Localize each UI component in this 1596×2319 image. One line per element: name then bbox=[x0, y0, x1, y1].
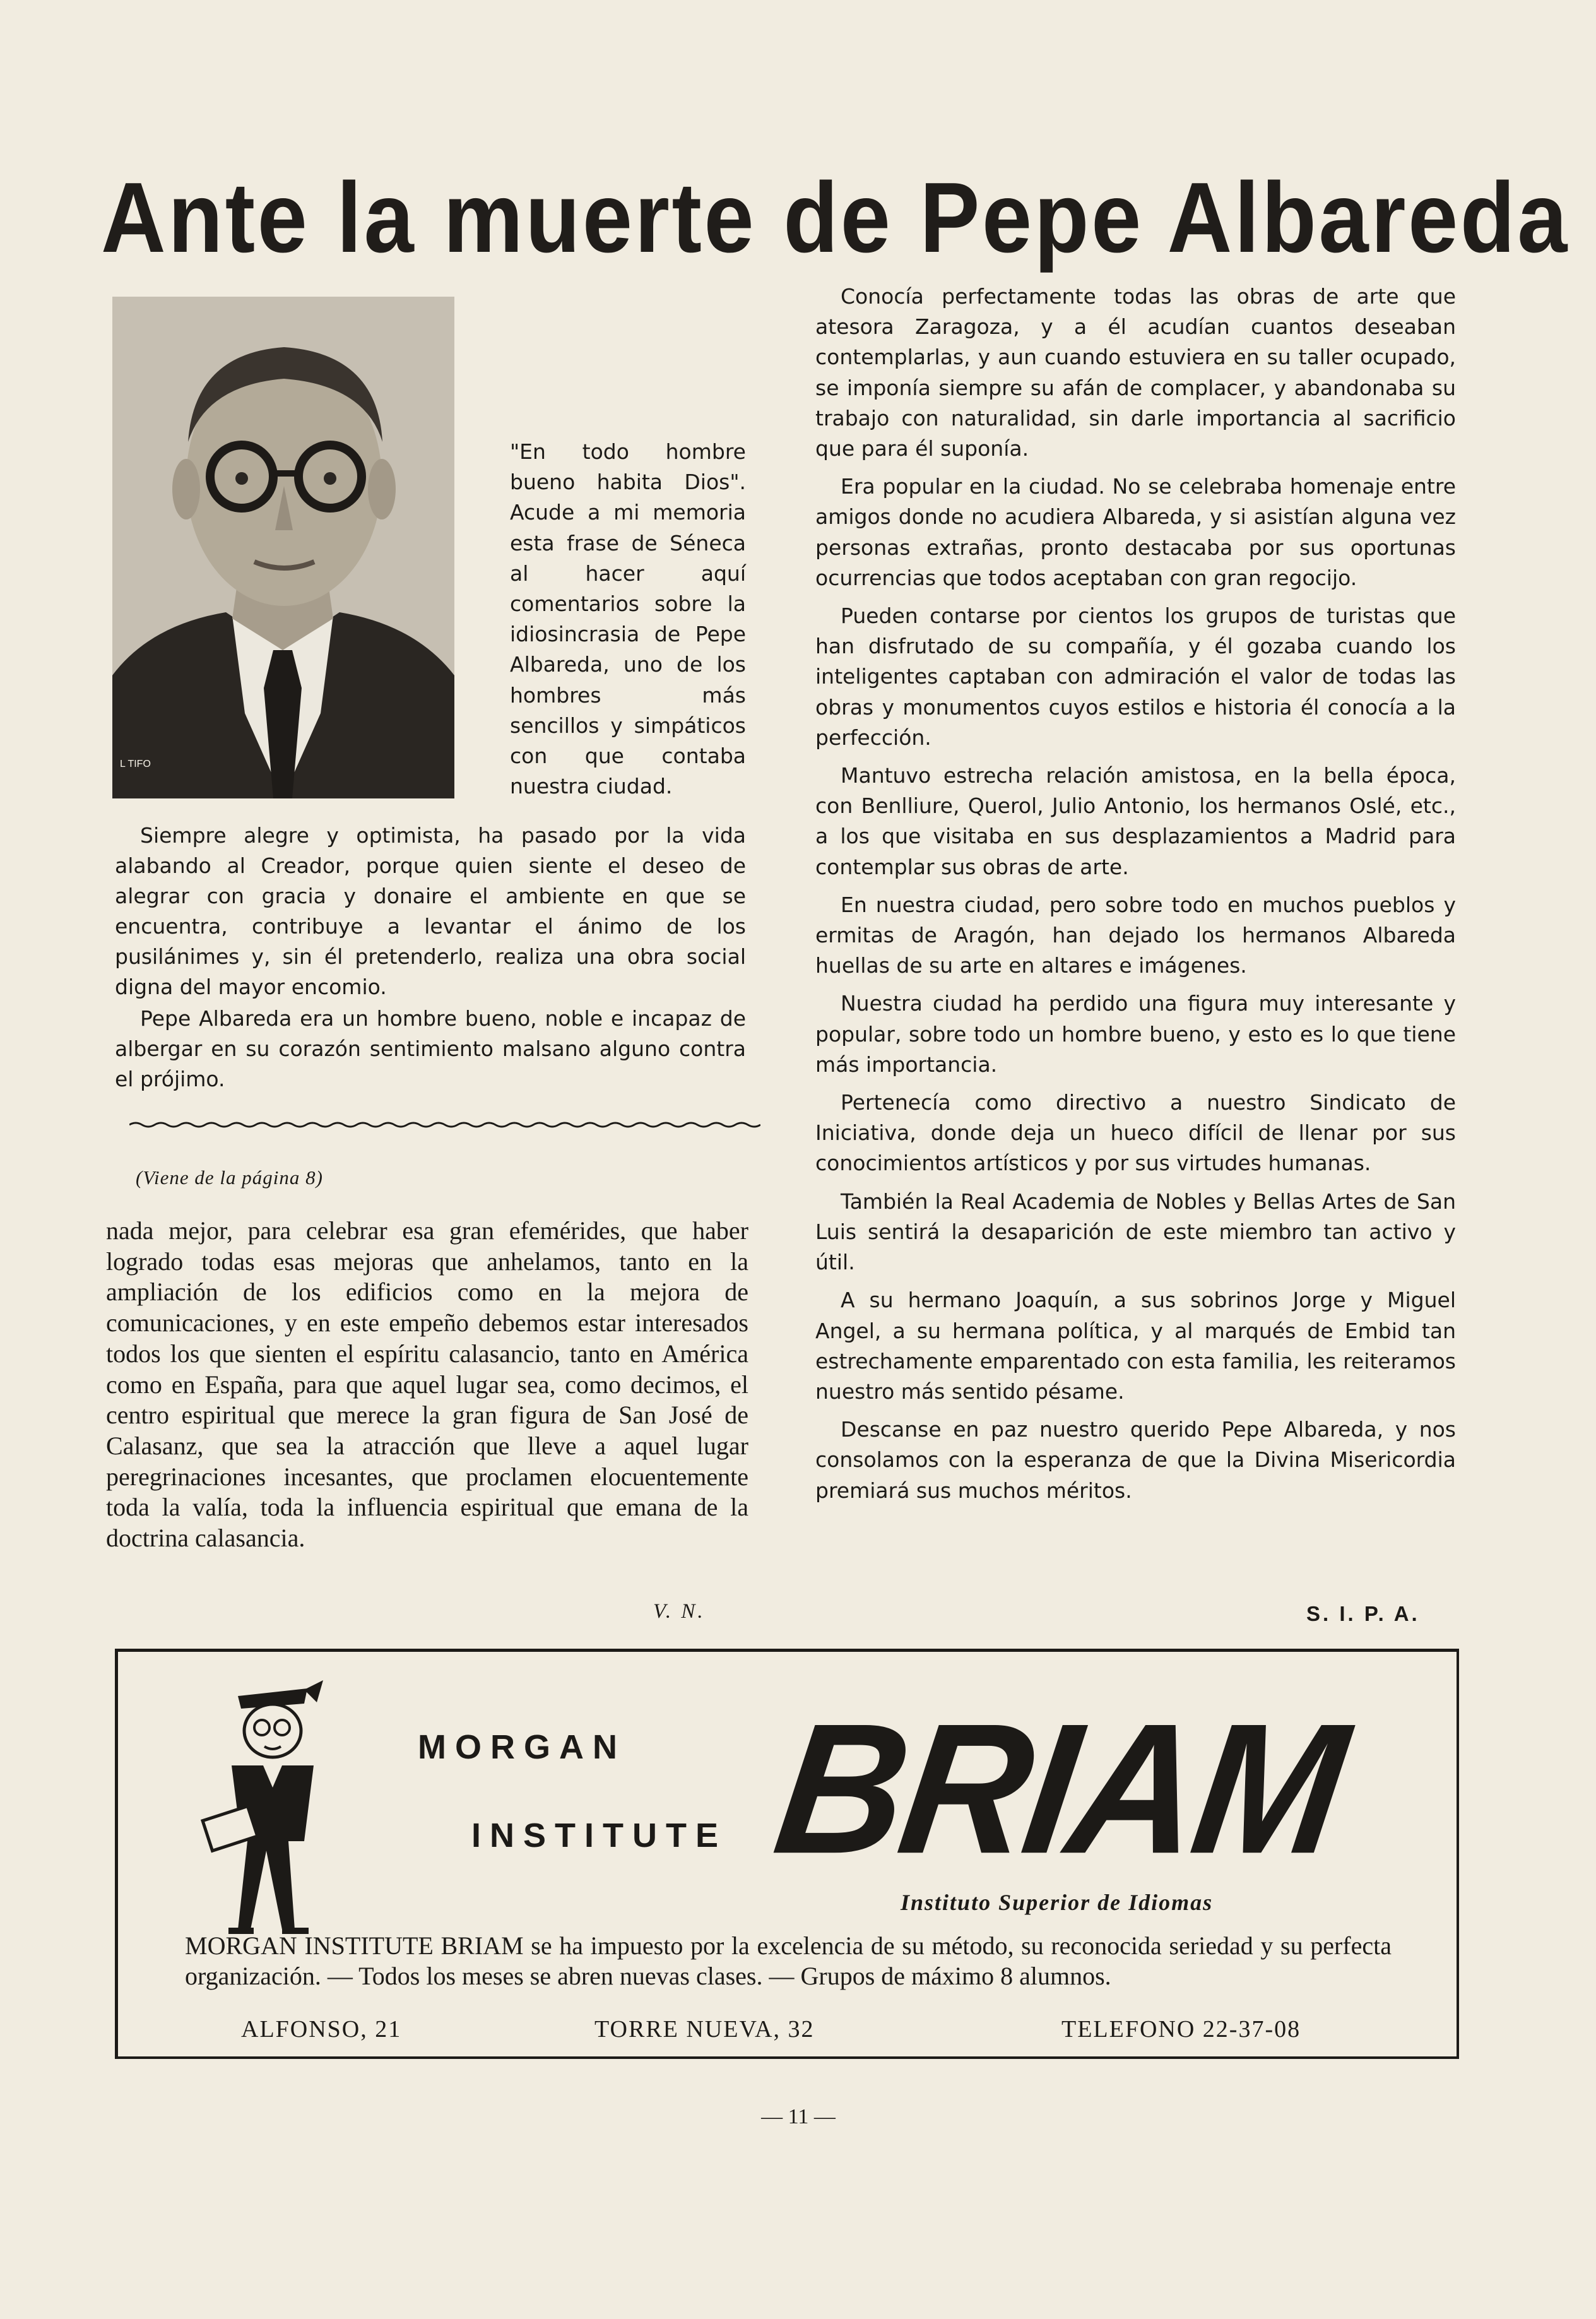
ad-morgan-label: MORGAN bbox=[418, 1728, 626, 1766]
ad-institute-label: INSTITUTE bbox=[471, 1817, 727, 1854]
continuation-label: (Viene de la página 8) bbox=[136, 1166, 323, 1189]
right-paragraph-1: Conocía perfectamente todas las obras de arte que atesora Zaragoza, y a él acudían cuantos deseaban contemplarlas, y aun cuando estuviera en su taller ocupado, se imponía siempre su afán de complacer, y abandonaba su trabajo con naturalidad, sin darle importancia al sacrificio que para él suponía. bbox=[815, 284, 1456, 461]
portrait-photo bbox=[112, 297, 454, 798]
right-paragraph-4: Mantuvo estrecha relación amistosa, en la bella época, con Benlliure, Querol, Julio Antonio, los hermanos Oslé, etc., a los que visitaba en sus desplazamientos a Madrid para contemplar sus obras de arte. bbox=[815, 763, 1456, 879]
ad-subtitle: Instituto Superior de Idiomas bbox=[901, 1890, 1214, 1915]
separator-wave bbox=[129, 1121, 760, 1129]
portrait-illustration bbox=[112, 297, 454, 798]
right-paragraph-8: También la Real Academia de Nobles y Bellas Artes de San Luis sentirá la desaparición de este miembro tan activo y útil. bbox=[815, 1189, 1456, 1275]
ad-description: MORGAN INSTITUTE BRIAM se ha impuesto por la excelencia de su método, su reconocida seriedad y su perfecta organización. — Todos los meses se abren nuevas clases. — Grupos de máximo 8 alumnos. bbox=[185, 1931, 1392, 1990]
right-column bbox=[815, 282, 1456, 1514]
right-paragraph-5: En nuestra ciudad, pero sobre todo en muchos pueblos y ermitas de Aragón, han dejado los hermanos Albareda huellas de su arte en altares e imágenes. bbox=[815, 892, 1456, 978]
student-mascot-icon bbox=[194, 1677, 339, 1948]
advertisement-box bbox=[115, 1649, 1459, 2059]
page-number: — 11 — bbox=[761, 2105, 836, 2128]
article-headline: Ante la muerte de Pepe Albareda bbox=[101, 162, 1569, 273]
right-paragraph-9: A su hermano Joaquín, a sus sobrinos Jorge y Miguel Angel, a su hermana política, y al marqués de Embid tan estrechamente emparentado con esta familia, les reiteramos nuestro más sentido pésame. bbox=[815, 1288, 1456, 1404]
right-paragraph-3: Pueden contarse por cientos los grupos de turistas que han disfrutado de su compañía, y él gozaba cuando los inteligentes captaban con admiración el valor de todas las obras y monumentos cuyos estilos e historia él conocía a la perfección. bbox=[815, 603, 1456, 750]
ad-phone: TELEFONO 22-37-08 bbox=[1061, 2016, 1301, 2043]
ad-address-1: ALFONSO, 21 bbox=[241, 2016, 402, 2043]
right-paragraph-7: Pertenecía como directivo a nuestro Sindicato de Iniciativa, donde deja un hueco difícil de llenar por sus conocimientos artísticos y por sus virtudes humanas. bbox=[815, 1090, 1456, 1176]
photo-credit: L TIFO bbox=[120, 759, 151, 769]
right-paragraph-6: Nuestra ciudad ha perdido una figura muy interesante y popular, sobre todo un hombre bueno, y esto es lo que tiene más importancia. bbox=[815, 991, 1456, 1077]
right-paragraph-10: Descanse en paz nuestro querido Pepe Albareda, y nos consolamos con la esperanza de que la Divina Misericordia premiará sus muchos méritos. bbox=[815, 1417, 1456, 1503]
ad-brand-logo: BRIAM bbox=[764, 1685, 1354, 1893]
article-quote: "En todo hombre bueno habita Dios". Acude a mi memoria esta frase de Séneca al hacer aquí comentarios sobre la idiosincrasia de Pepe Albareda, uno de los hombres más sencillos y simpáticos con que contaba nuestra ciudad. bbox=[510, 439, 746, 799]
left-paragraph-2: Pepe Albareda era un hombre bueno, noble e incapaz de albergar en su corazón sentimiento malsano alguno contra el prójimo. bbox=[115, 1006, 746, 1091]
continuation-text: nada mejor, para celebrar esa gran efemérides, que haber logrado todas esas mejoras que anhelamos, tanto en la ampliación de los edificios como en la mejora de comunicaciones, y en este empeño debemos estar interesados todos los que sienten el espíritu calasancio, tanto en América como en España, para que aquel lugar sea, como decimos, el centro espiritual que merece la gran figura de San José de Calasanz, que sea la atracción que lleve a aquel lugar peregrinaciones incesantes, que proclamen elocuentemente toda la valía, toda la influencia espiritual que emana de la doctrina calasancia. bbox=[106, 1216, 748, 1553]
right-paragraph-2: Era popular en la ciudad. No se celebraba homenaje entre amigos donde no acudiera Albareda, y si asistían alguna vez personas extrañas, pronto destacaba por sus oportunas ocurrencias que todos aceptaban con gran regocijo. bbox=[815, 474, 1456, 590]
article-signature: S. I. P. A. bbox=[1306, 1602, 1420, 1625]
ad-address-2: TORRE NUEVA, 32 bbox=[594, 2016, 815, 2043]
continuation-signature: V. N. bbox=[653, 1600, 706, 1623]
left-paragraph-1: Siempre alegre y optimista, ha pasado por la vida alabando al Creador, porque quien siente el deseo de alegrar con gracia y donaire el ambiente en que se encuentra, contribuye a levantar el ánimo de los pusilánimes y, sin él pretenderlo, realiza una obra social digna del mayor encomio. bbox=[115, 823, 746, 999]
